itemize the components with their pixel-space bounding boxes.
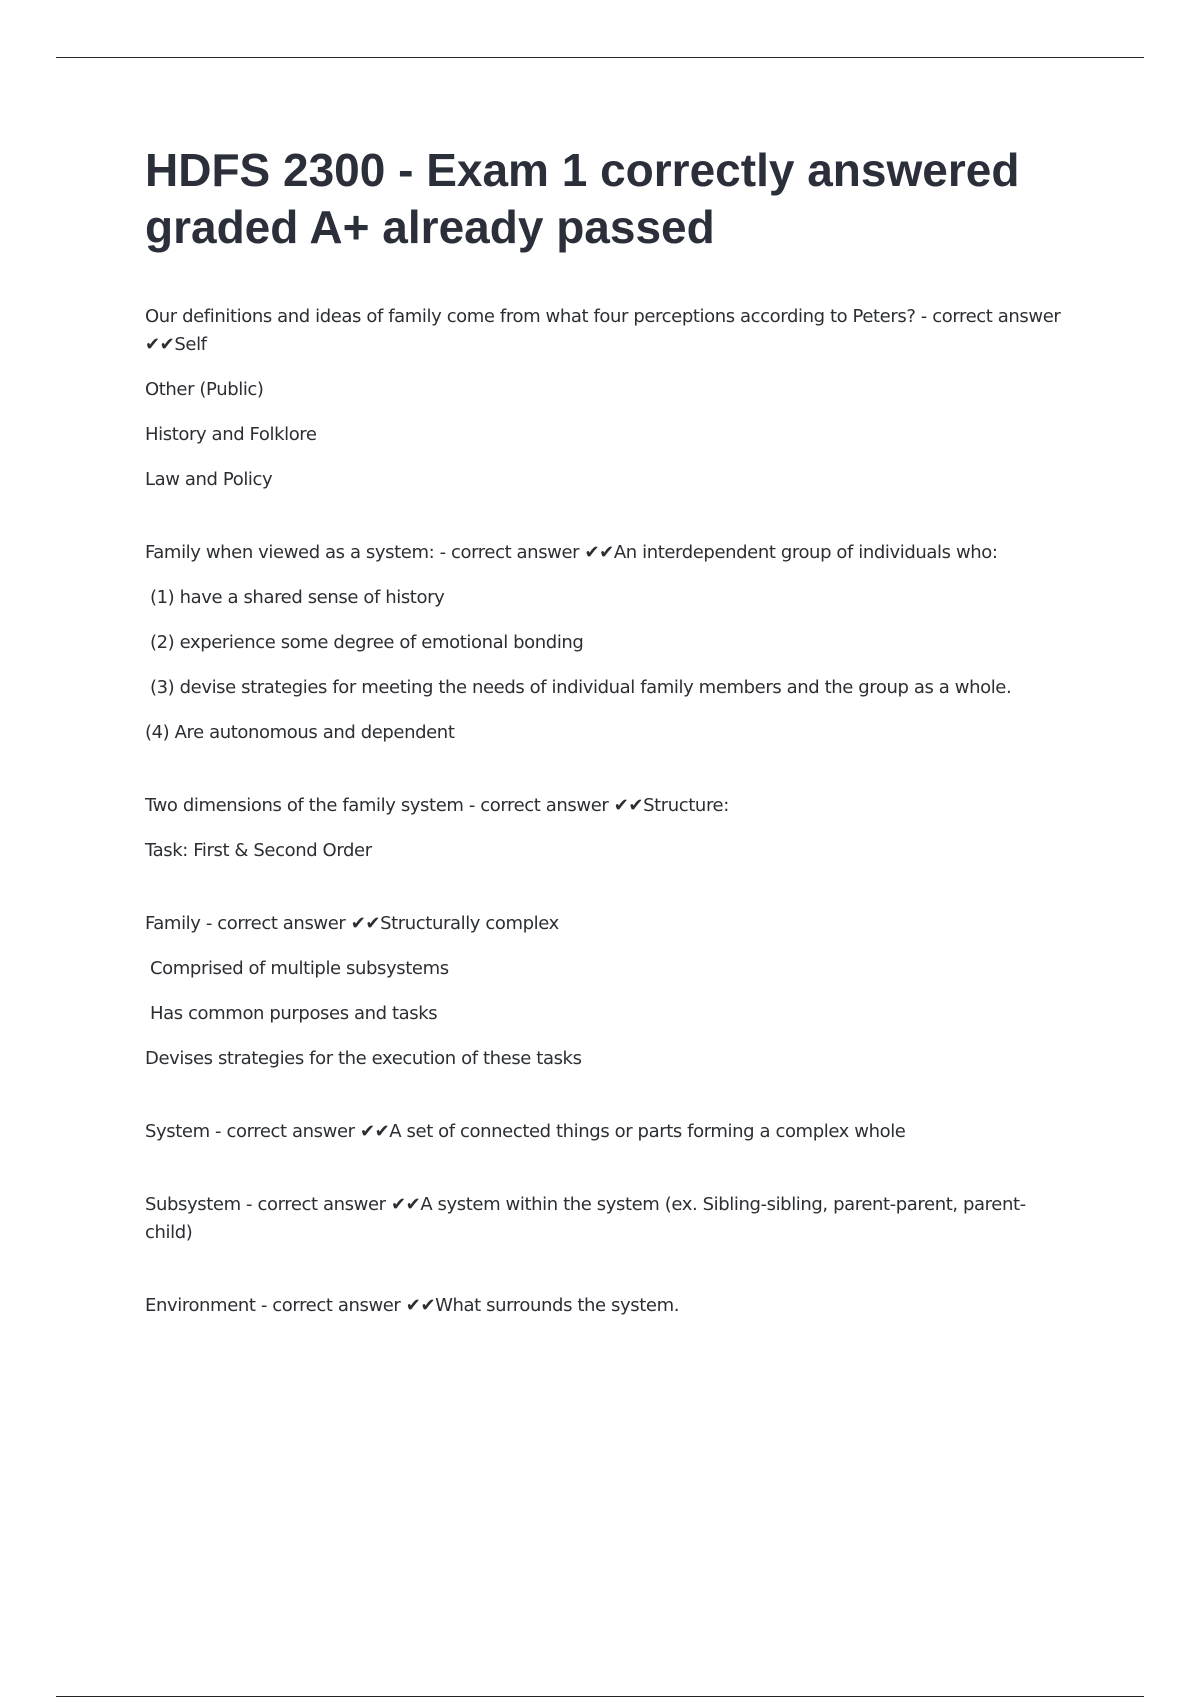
qa-item-environment xyxy=(145,1292,1065,1320)
answer-line: Other (Public) xyxy=(145,379,264,400)
question-text: Environment - correct answer ✔✔What surrounds the system. xyxy=(145,1295,680,1316)
question-text: Subsystem - correct answer ✔✔A system within the system (ex. Sibling-sibling, parent-parent, parent-child) xyxy=(145,1194,1026,1243)
question-text: Our definitions and ideas of family come from what four perceptions according to Peters? - correct answer ✔✔Self xyxy=(145,306,1061,355)
bottom-rule xyxy=(56,1696,1144,1697)
qa-item-subsystem xyxy=(145,1191,1065,1247)
qa-item-family xyxy=(145,910,1065,1073)
qa-item-two-dimensions xyxy=(145,792,1065,865)
answer-line: (4) Are autonomous and dependent xyxy=(145,722,455,743)
document-body xyxy=(145,303,1065,1320)
question-text: System - correct answer ✔✔A set of connected things or parts forming a complex whole xyxy=(145,1121,906,1142)
answer-line: Task: First & Second Order xyxy=(145,840,372,861)
answer-line: Law and Policy xyxy=(145,469,273,490)
top-rule xyxy=(56,57,1144,58)
answer-line: (2) experience some degree of emotional bonding xyxy=(150,632,584,653)
answer-line: (3) devise strategies for meeting the needs of individual family members and the group as a whole. xyxy=(150,677,1012,698)
page-title: HDFS 2300 - Exam 1 correctly answered graded A+ already passed xyxy=(145,144,1020,253)
question-text: Two dimensions of the family system - correct answer ✔✔Structure: xyxy=(145,795,729,816)
question-text: Family when viewed as a system: - correct answer ✔✔An interdependent group of individuals who: xyxy=(145,542,998,563)
qa-item-family-as-system xyxy=(145,539,1065,747)
question-text: Family - correct answer ✔✔Structurally complex xyxy=(145,913,559,934)
answer-line: Comprised of multiple subsystems xyxy=(150,958,449,979)
answer-line: Has common purposes and tasks xyxy=(150,1003,438,1024)
answer-line: History and Folklore xyxy=(145,424,317,445)
qa-item-system xyxy=(145,1118,1065,1146)
answer-line: Devises strategies for the execution of these tasks xyxy=(145,1048,582,1069)
answer-line: (1) have a shared sense of history xyxy=(150,587,445,608)
qa-item-peters-perceptions xyxy=(145,303,1065,494)
